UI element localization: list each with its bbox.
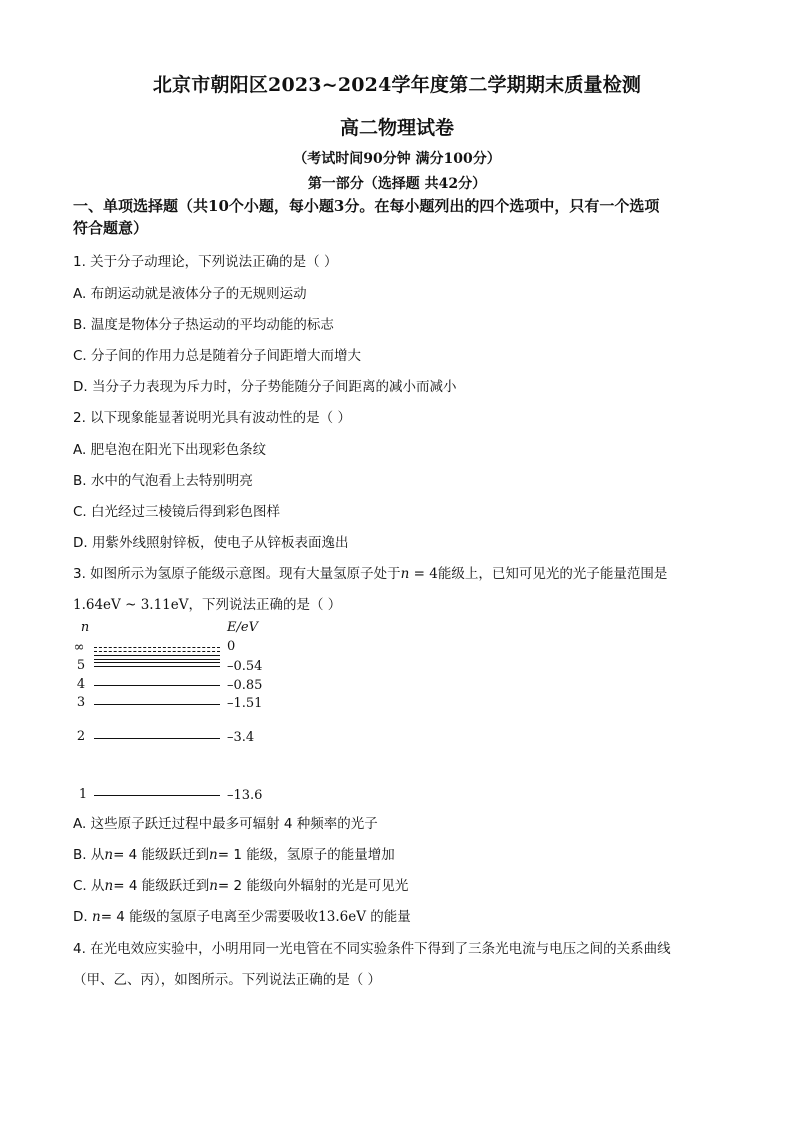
level-line-5 bbox=[94, 666, 220, 667]
q2-option-b: B. 水中的气泡看上去特别明亮 bbox=[73, 473, 253, 489]
exam-title: 北京市朝阳区2023~2024学年度第二学期期末质量检测 bbox=[152, 74, 642, 96]
level-line-high-3 bbox=[94, 662, 220, 663]
level-n-5: 5 bbox=[76, 658, 86, 673]
q3-stem-line2 bbox=[73, 593, 733, 613]
level-n-3: 3 bbox=[76, 695, 86, 710]
section-heading-line1: 一、单项选择题（共10个小题，每小题3分。在每小题列出的四个选项中，只有一个选项 bbox=[73, 197, 660, 215]
q4-stem-line2: （甲、乙、丙），如图所示。下列说法正确的是（ ） bbox=[73, 972, 382, 988]
q3-range: 1.64eV ~ 3.11eV bbox=[73, 597, 189, 613]
q1-option-b: B. 温度是物体分子热运动的平均动能的标志 bbox=[73, 317, 334, 333]
q1-stem: 1. 关于分子动理论，下列说法正确的是（ ） bbox=[73, 254, 338, 270]
q3-stem-eq: = 4 bbox=[409, 566, 438, 582]
q3-option-b: B. 从n= 4 能级跃迁到n= 1 能级，氢原子的能量增加 bbox=[73, 847, 395, 863]
level-n-1: 1 bbox=[78, 787, 88, 802]
section-heading bbox=[73, 195, 723, 239]
diagram-n-header: n bbox=[80, 620, 90, 635]
level-n-2: 2 bbox=[76, 729, 86, 744]
q3-stem-text-b: 能级上，已知可见光的光子能量范围是 bbox=[437, 566, 668, 582]
level-e-5: –0.54 bbox=[227, 659, 263, 674]
q3-stem-line1 bbox=[73, 562, 733, 582]
q4-stem-line1: 4. 在光电效应实验中，小明用同一光电管在不同实验条件下得到了三条光电流与电压之间的关系曲线 bbox=[73, 941, 671, 957]
q1-option-d: D. 当分子力表现为斥力时，分子势能随分子间距离的减小而减小 bbox=[73, 379, 457, 395]
level-line-high-2 bbox=[94, 659, 220, 660]
level-line-inf-2 bbox=[94, 651, 220, 652]
level-n-inf: ∞ bbox=[73, 640, 85, 655]
level-line-1 bbox=[94, 795, 220, 796]
level-line-2 bbox=[94, 738, 220, 739]
q3-stem-n: n bbox=[400, 566, 410, 582]
q3-option-d: D. n= 4 能级的氢原子电离至少需要吸收13.6eV 的能量 bbox=[73, 909, 411, 925]
energy-level-diagram bbox=[70, 618, 300, 808]
q2-option-d: D. 用紫外线照射锌板，使电子从锌板表面逸出 bbox=[73, 535, 349, 551]
level-line-4 bbox=[94, 685, 220, 686]
part-heading: 第一部分（选择题 共42分） bbox=[307, 176, 487, 192]
level-line-inf bbox=[94, 647, 220, 648]
q3-option-c: C. 从n= 4 能级跃迁到n= 2 能级向外辐射的光是可见光 bbox=[73, 878, 409, 894]
diagram-e-header: E/eV bbox=[227, 620, 258, 635]
q1-option-c: C. 分子间的作用力总是随着分子间距增大而增大 bbox=[73, 348, 362, 364]
exam-subtitle: 高二物理试卷 bbox=[339, 117, 454, 139]
q2-stem: 2. 以下现象能显著说明光具有波动性的是（ ） bbox=[73, 410, 351, 426]
q3-stem-text-c: ，下列说法正确的是（ ） bbox=[188, 597, 342, 613]
level-e-1: –13.6 bbox=[227, 788, 263, 803]
q3-option-a: A. 这些原子跃迁过程中最多可辐射 4 种频率的光子 bbox=[73, 816, 378, 832]
level-e-inf: 0 bbox=[227, 639, 236, 654]
section-heading-line2: 符合题意） bbox=[73, 219, 149, 237]
exam-info: （考试时间90分钟 满分100分） bbox=[293, 151, 501, 167]
level-line-high-1 bbox=[94, 655, 220, 656]
q1-option-a: A. 布朗运动就是液体分子的无规则运动 bbox=[73, 286, 307, 302]
q3-stem-text-a: 3. 如图所示为氢原子能级示意图。现有大量氢原子处于 bbox=[73, 566, 401, 582]
level-e-2: –3.4 bbox=[227, 730, 255, 745]
level-n-4: 4 bbox=[76, 677, 86, 692]
q2-option-a: A. 肥皂泡在阳光下出现彩色条纹 bbox=[73, 442, 267, 458]
level-line-3 bbox=[94, 704, 220, 705]
level-e-4: –0.85 bbox=[227, 678, 263, 693]
level-e-3: –1.51 bbox=[227, 696, 263, 711]
q2-option-c: C. 白光经过三棱镜后得到彩色图样 bbox=[73, 504, 281, 520]
